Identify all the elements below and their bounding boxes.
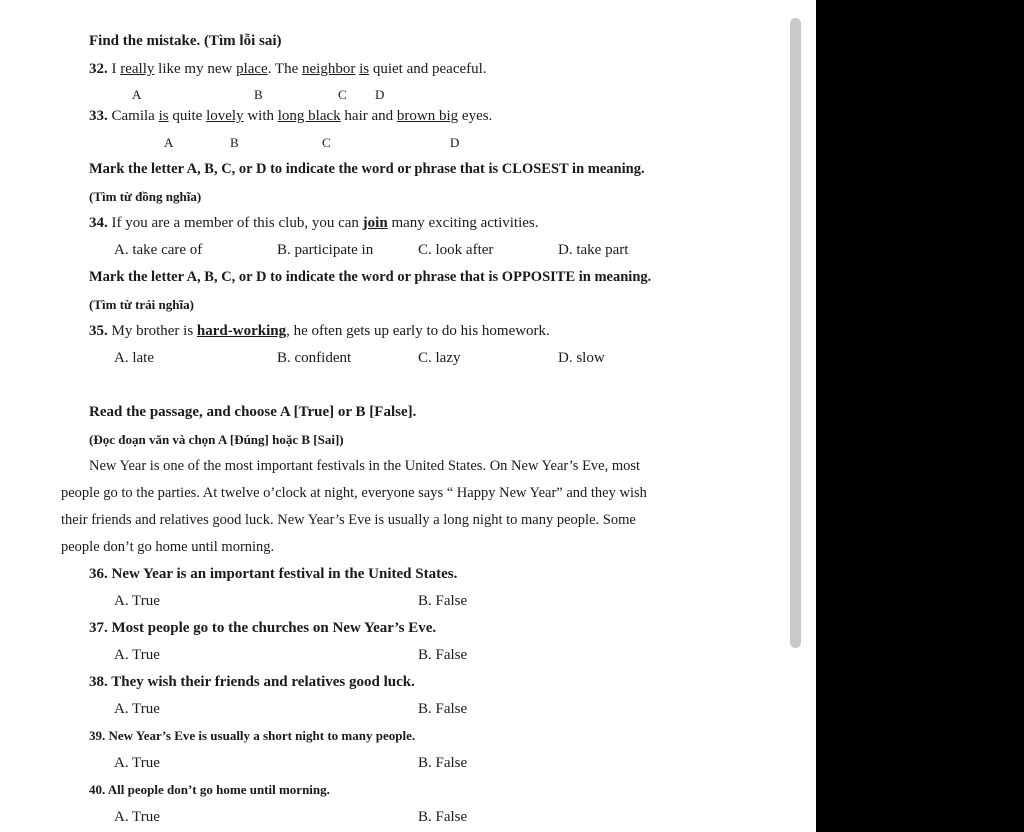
option-a: A. late [114, 350, 154, 366]
question-36 [89, 565, 457, 583]
key-word: join [362, 215, 388, 231]
option-false: B. False [418, 647, 468, 663]
section-heading-opposite: Mark the letter A, B, C, or D to indicate the word or phrase that is OPPOSITE in meaning. [89, 269, 652, 285]
option-false: B. False [418, 701, 468, 717]
option-a: A. take care of [114, 242, 203, 258]
question-text: Most people go to the churches on New Year’s Eve. [111, 620, 437, 636]
letter-a: A [164, 135, 174, 150]
question-text: They wish their friends and relatives good luck. [111, 674, 415, 690]
option-a-text: really [120, 61, 155, 77]
question-37 [89, 619, 436, 637]
option-c: C. lazy [418, 350, 461, 366]
passage-line-2: people go to the parties. At twelve o’clock at night, everyone says “ Happy New Year” and they wish [61, 485, 647, 501]
question-39 [89, 727, 415, 745]
question-number: 39. [89, 728, 106, 743]
letter-a: A [132, 87, 142, 102]
question-35: 35. My brother is hard-working, he often gets up early to do his homework. [89, 323, 550, 339]
question-number: 34. [89, 215, 108, 231]
scrollbar-thumb[interactable] [790, 18, 801, 648]
section-heading-closest: Mark the letter A, B, C, or D to indicate the word or phrase that is CLOSEST in meaning. [89, 161, 645, 177]
option-false: B. False [418, 809, 468, 825]
option-b: B. participate in [277, 242, 374, 258]
letter-c: C [322, 135, 331, 150]
question-number: 38. [89, 674, 108, 690]
option-c-text: long black [277, 108, 341, 124]
option-d: D. slow [558, 350, 605, 366]
section-subheading-synonym: (Tìm từ đồng nghĩa) [89, 189, 202, 204]
option-false: B. False [418, 755, 468, 771]
question-40 [89, 781, 330, 799]
question-text: New Year is an important festival in the United States. [111, 566, 458, 582]
section-heading-reading: Read the passage, and choose A [True] or B [False]. [89, 404, 417, 420]
option-true: A. True [114, 809, 160, 825]
question-number: 40. [89, 782, 106, 797]
passage-line-3: their friends and relatives good luck. New Year’s Eve is usually a long night to many people. Some [61, 512, 636, 528]
letter-d: D [450, 135, 460, 150]
option-true: A. True [114, 593, 160, 609]
option-false: B. False [418, 593, 468, 609]
option-c: C. look after [418, 242, 494, 258]
section-subheading-reading: (Đọc đoạn văn và chọn A [Đúng] hoặc B [Sai]) [89, 432, 344, 447]
question-text: All people don’t go home until morning. [107, 782, 330, 797]
passage-line-1: New Year is one of the most important festivals in the United States. On New Year’s Eve, most [89, 458, 641, 474]
question-34: 34. If you are a member of this club, you can join many exciting activities. [89, 215, 539, 231]
section-heading-find-mistake: Find the mistake. (Tìm lỗi sai) [89, 33, 282, 49]
letter-b: B [230, 135, 239, 150]
section-subheading-antonym: (Tìm từ trái nghĩa) [89, 297, 194, 312]
option-true: A. True [114, 701, 160, 717]
option-b-text: place [236, 61, 268, 77]
question-number: 33. [89, 108, 108, 124]
question-number: 36. [89, 566, 108, 582]
question-38 [89, 673, 415, 691]
option-d-text: brown big [396, 108, 459, 124]
option-true: A. True [114, 647, 160, 663]
option-d-text: is [359, 61, 370, 77]
question-number: 37. [89, 620, 108, 636]
question-text: New Year’s Eve is usually a short night to many people. [108, 728, 416, 743]
question-32: 32. I really like my new place. The neighbor is quiet and peaceful. [89, 61, 487, 77]
question-number: 32. [89, 61, 108, 77]
question-number: 35. [89, 323, 108, 339]
option-d: D. take part [558, 242, 629, 258]
letter-c: C [338, 87, 347, 102]
option-true: A. True [114, 755, 160, 771]
option-b-text: lovely [206, 108, 244, 124]
letter-d: D [375, 87, 385, 102]
passage-line-4: people don’t go home until morning. [61, 539, 275, 555]
option-c-text: neighbor [302, 61, 356, 77]
option-b: B. confident [277, 350, 352, 366]
option-a-text: is [158, 108, 169, 124]
key-word: hard-working [196, 323, 287, 339]
question-33: 33. Camila is quite lovely with long black hair and brown big eyes. [89, 108, 493, 124]
letter-b: B [254, 87, 263, 102]
